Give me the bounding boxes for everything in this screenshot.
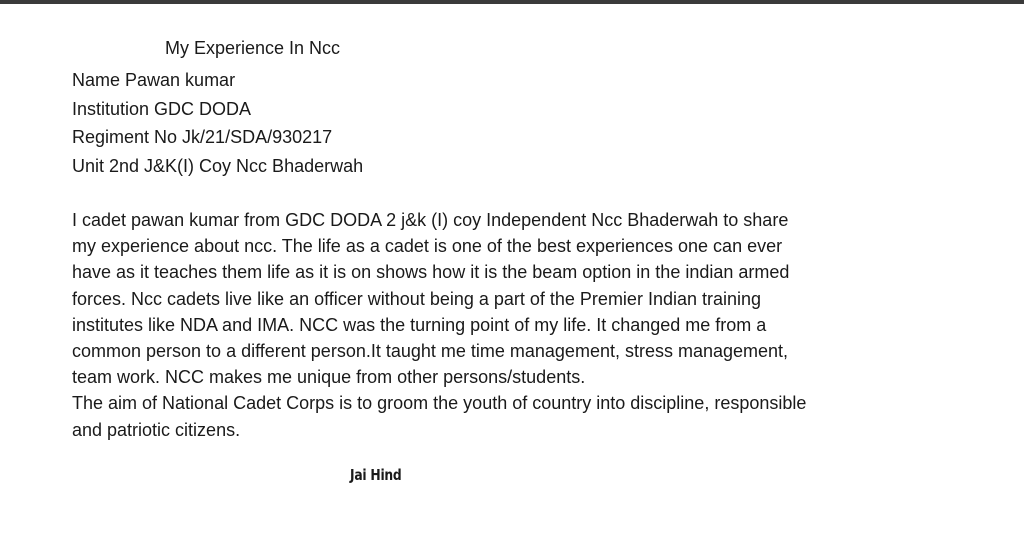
paragraph-line: my experience about ncc. The life as a cadet is one of the best experiences one can ever — [72, 236, 783, 257]
paragraph-line: common person to a different person.It taught me time management, stress management, — [72, 341, 789, 362]
paragraph-line: forces. Ncc cadets live like an officer without being a part of the Premier Indian training — [72, 288, 762, 309]
closing-salutation: Jai Hind — [350, 466, 402, 484]
document-title: My Experience In Ncc — [165, 38, 341, 58]
paragraph-line: I cadet pawan kumar from GDC DODA 2 j&k (I) coy Independent Ncc Bhaderwah to share — [72, 210, 789, 230]
cadet-details — [72, 66, 363, 180]
cadet-institution: Institution GDC DODA — [72, 98, 252, 119]
paragraph-line: and patriotic citizens. — [72, 419, 241, 440]
cadet-unit: Unit 2nd J&K(I) Coy Ncc Bhaderwah — [72, 155, 364, 176]
experience-paragraph — [72, 207, 972, 443]
paragraph-line: team work. NCC makes me unique from other persons/students. — [72, 367, 586, 388]
paragraph-line: The aim of National Cadet Corps is to groom the youth of country into discipline, responsible — [72, 393, 807, 414]
cadet-regiment-number: Regiment No Jk/21/SDA/930217 — [72, 127, 333, 147]
paragraph-line: have as it teaches them life as it is on shows how it is the beam option in the indian armed — [72, 262, 790, 283]
paragraph-line: institutes like NDA and IMA. NCC was the turning point of my life. It changed me from a — [72, 314, 767, 335]
cadet-name: Name Pawan kumar — [72, 70, 236, 90]
